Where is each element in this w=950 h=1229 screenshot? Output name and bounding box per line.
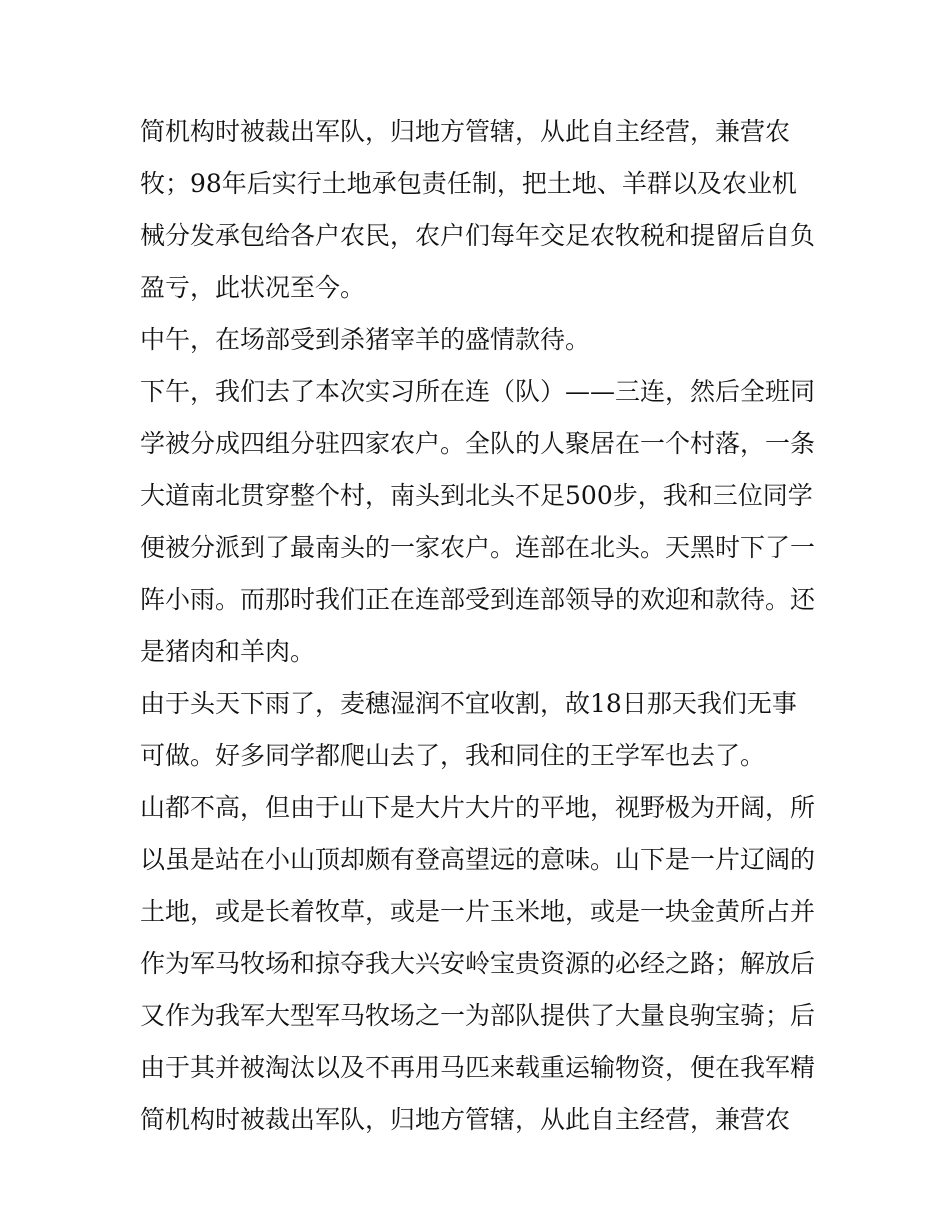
text-line: 可做。好多同学都爬山去了，我和同住的王学军也去了。 — [140, 741, 766, 770]
text-line: 作为军马牧场和掠夺我大兴安岭宝贵资源的必经之路；解放后 — [140, 949, 816, 978]
text-line: 阵小雨。而那时我们正在连部受到连部领导的欢迎和款待。还 — [140, 585, 816, 614]
text-line: 是猪肉和羊肉。 — [140, 637, 316, 666]
text-line: 大道南北贯穿整个村，南头到北头不足500步，我和三位同学 — [140, 481, 813, 510]
text-line: 便被分派到了最南头的一家农户。连部在北头。天黑时下了一 — [140, 533, 816, 562]
text-line: 简机构时被裁出军队，归地方管辖，从此自主经营，兼营农 — [140, 117, 791, 146]
text-line: 学被分成四组分驻四家农户。全队的人聚居在一个村落，一条 — [140, 429, 816, 458]
document-body — [140, 106, 820, 1146]
text-line: 山都不高，但由于山下是大片大片的平地，视野极为开阔，所 — [140, 793, 816, 822]
text-line: 简机构时被裁出军队，归地方管辖，从此自主经营，兼营农 — [140, 1105, 791, 1134]
text-line: 盈亏，此状况至今。 — [140, 273, 366, 302]
text-line: 下午，我们去了本次实习所在连（队）——三连，然后全班同 — [140, 377, 816, 406]
text-line: 以虽是站在小山顶却颇有登高望远的意味。山下是一片辽阔的 — [140, 845, 816, 874]
text-line: 中午，在场部受到杀猪宰羊的盛情款待。 — [140, 325, 591, 354]
text-line: 又作为我军大型军马牧场之一为部队提供了大量良驹宝骑；后 — [140, 1001, 816, 1030]
text-line: 牧；98年后实行土地承包责任制，把土地、羊群以及农业机 — [140, 169, 797, 198]
text-line: 土地，或是长着牧草，或是一片玉米地，或是一块金黄所占并 — [140, 897, 816, 926]
text-line: 由于其并被淘汰以及不再用马匹来载重运输物资，便在我军精 — [140, 1053, 816, 1082]
text-line: 械分发承包给各户农民，农户们每年交足农牧税和提留后自负 — [140, 221, 816, 250]
text-line: 由于头天下雨了，麦穗湿润不宜收割，故18日那天我们无事 — [140, 689, 797, 718]
